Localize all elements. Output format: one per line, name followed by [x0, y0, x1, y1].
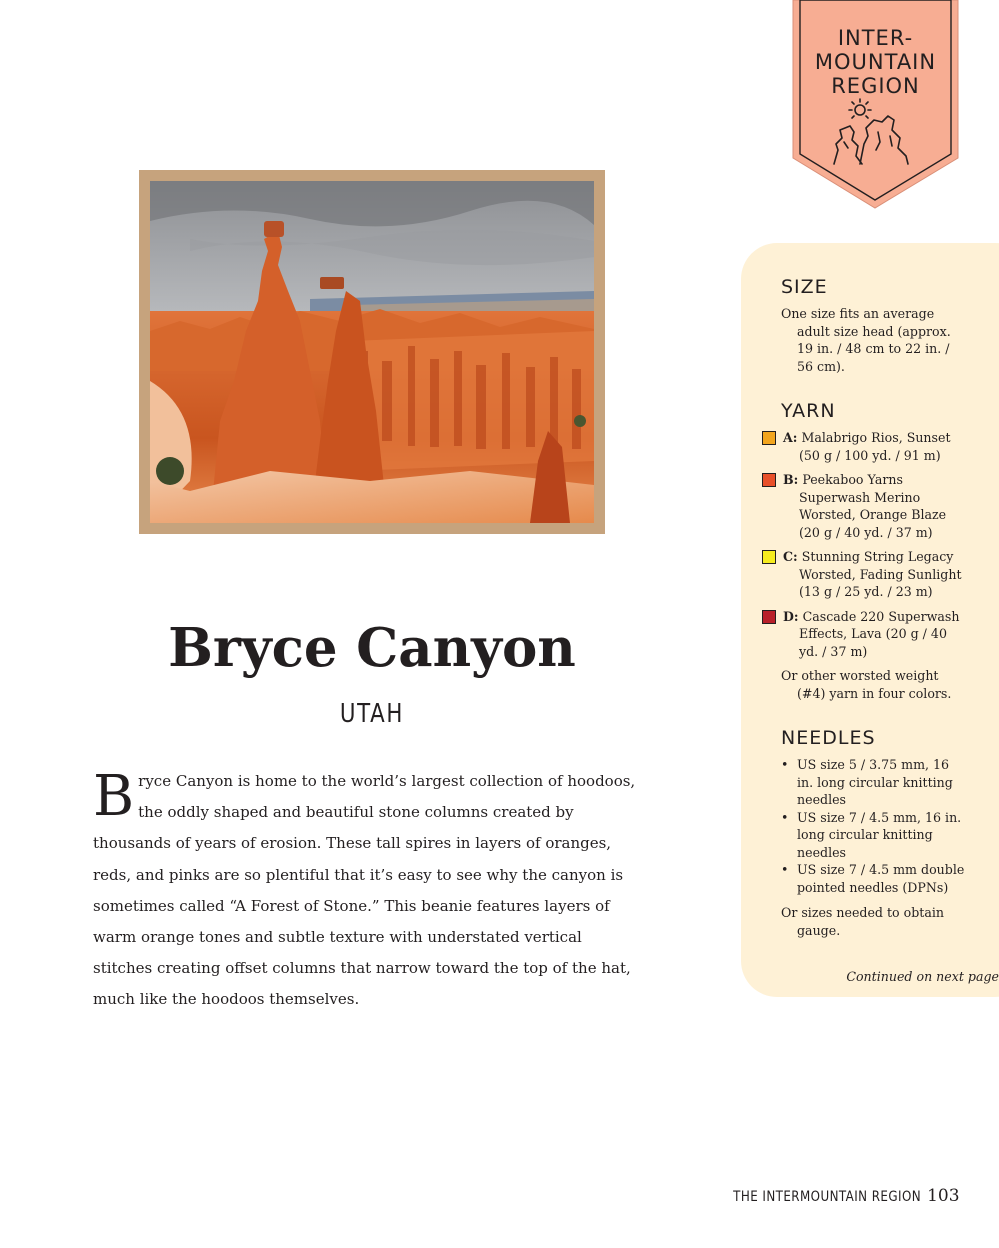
sun-over-hoodoos-icon	[830, 98, 920, 172]
yarn-swatch-c	[762, 550, 776, 564]
needles-list	[781, 756, 967, 896]
materials-content	[781, 275, 999, 984]
state-subtitle: UTAH	[339, 699, 405, 729]
yarn-heading: YARN	[781, 400, 836, 422]
region-banner	[792, 0, 959, 210]
yarn-note: Or other worsted weight (#4) yarn in four colors.	[781, 668, 952, 701]
banner-line-1: INTER-	[837, 26, 914, 50]
page-number: 103	[927, 1186, 960, 1206]
yarn-swatch-d	[762, 610, 776, 624]
needle-item: • US size 7 / 4.5 mm, 16 in. long circular knitting needles	[781, 809, 967, 862]
yarn-text: Malabrigo Rios, Sunset (50 g / 100 yd. / 91 m)	[799, 430, 951, 463]
needles-note: Or sizes needed to obtain gauge.	[781, 905, 944, 938]
banner-line-2: MOUNTAIN	[814, 50, 937, 74]
page-title: Bryce Canyon	[168, 617, 576, 679]
hoodoo-landscape-image	[150, 181, 594, 523]
yarn-letter: B:	[783, 472, 799, 487]
yarn-item-c	[781, 548, 967, 601]
banner-line-3: REGION	[831, 74, 920, 98]
needles-heading: NEEDLES	[781, 727, 876, 749]
yarn-swatch-b	[762, 473, 776, 487]
yarn-item-a	[781, 429, 967, 464]
yarn-item-d	[781, 608, 967, 661]
bryce-canyon-photo	[150, 181, 594, 523]
yarn-item-b	[781, 471, 967, 541]
yarn-text: Peekaboo Yarns Superwash Merino Worsted, Orange Blaze (20 g / 40 yd. / 37 m)	[799, 472, 947, 540]
yarn-text: Cascade 220 Superwash Effects, Lava (20 g / 40 yd. / 37 m)	[799, 608, 960, 659]
banner-label	[792, 26, 959, 98]
continued-note: Continued on next page	[846, 969, 999, 984]
size-heading: SIZE	[781, 276, 828, 298]
yarn-letter: C:	[783, 549, 798, 564]
footer-section-label: THE INTERMOUNTAIN REGION	[733, 1189, 922, 1205]
intro-text: ryce Canyon is home to the world’s largest collection of hoodoos, the oddly shaped and beautiful stone columns created by thousands of years of erosion. These tall spires in layers of oranges, reds, and pinks are so plentiful that it’s easy to see why the canyon is sometimes called “A Forest of Stone.” This beanie features layers of warm orange tones and subtle texture with understated vertical stitches creating offset columns that narrow toward the top of the hat, much like the hoodoos themselves.	[93, 772, 636, 1009]
yarn-letter: A:	[783, 430, 798, 445]
yarn-swatch-a	[762, 431, 776, 445]
drop-cap: B	[93, 764, 135, 829]
needle-item: • US size 7 / 4.5 mm double pointed needles (DPNs)	[781, 861, 967, 896]
needle-item: • US size 5 / 3.75 mm, 16 in. long circular knitting needles	[781, 756, 967, 809]
page-footer	[700, 1186, 960, 1206]
intro-paragraph	[93, 766, 641, 1016]
materials-panel	[741, 243, 999, 997]
size-text: One size fits an average adult size head (approx. 19 in. / 48 cm to 22 in. / 56 cm).	[781, 306, 951, 374]
photo-frame	[139, 170, 605, 534]
yarn-letter: D:	[783, 608, 799, 624]
yarn-text: Stunning String Legacy Worsted, Fading Sunlight (13 g / 25 yd. / 23 m)	[799, 549, 962, 599]
